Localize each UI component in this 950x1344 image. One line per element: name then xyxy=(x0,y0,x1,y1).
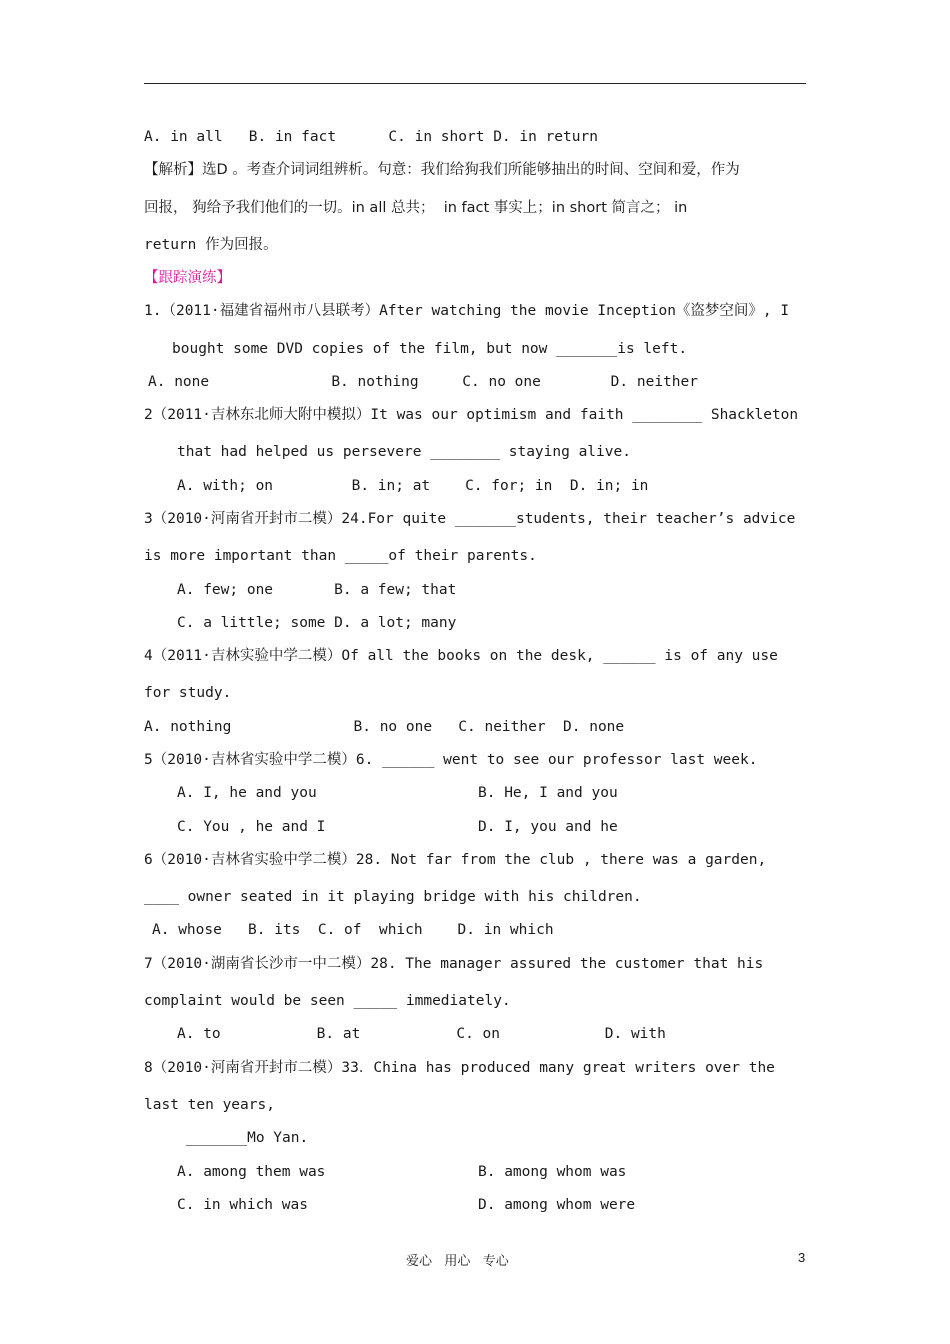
section-heading: 【跟踪演练】 xyxy=(144,270,231,286)
question-6-options: A. whose B. its C. of which D. in which xyxy=(152,922,554,938)
question-6-line-2: ____ owner seated in it playing bridge with his children. xyxy=(144,889,642,905)
question-5-line-1: 5（2010·吉林省实验中学二模）6. ______ went to see our professor last week. xyxy=(144,752,758,768)
question-8-option-a: A. among them was xyxy=(177,1164,326,1180)
question-1-line-2: bought some DVD copies of the film, but now _______is left. xyxy=(172,341,688,357)
analysis-line-1: 【解析】选D 。考查介词词组辨析。句意：我们给狗我们所能够抽出的时间、空间和爱，作为 xyxy=(144,162,740,178)
header-rule xyxy=(144,83,806,84)
question-8-option-d: D. among whom were xyxy=(478,1197,636,1213)
question-2-line-2: that had helped us persevere ________ staying alive. xyxy=(177,444,631,460)
question-3-options-ab: A. few; one B. a few; that xyxy=(177,582,457,598)
page-number: 3 xyxy=(798,1250,806,1265)
question-2-options: A. with; on B. in; at C. for; in D. in; in xyxy=(177,478,649,494)
page-footer: 爱心 用心 专心 xyxy=(406,1254,509,1269)
question-7-line-1: 7（2010·湖南省长沙市一中二模）28. The manager assured the customer that his xyxy=(144,956,764,972)
question-5-option-a: A. I, he and you xyxy=(177,785,317,801)
analysis-line-3: return 作为回报。 xyxy=(144,237,278,253)
question-3-line-2: is more important than _____of their parents. xyxy=(144,548,537,564)
question-6-line-1: 6（2010·吉林省实验中学二模）28. Not far from the club , there was a garden, xyxy=(144,852,767,868)
analysis-line-2: 回报， 狗给予我们他们的一切。in all 总共； in fact 事实上；in short 简言之； in xyxy=(144,200,688,216)
question-8-line-2: last ten years, xyxy=(144,1097,275,1113)
question-8-line-3: _______Mo Yan. xyxy=(186,1130,309,1146)
question-7-options: A. to B. at C. on D. with xyxy=(177,1026,666,1042)
question-7-line-2: complaint would be seen _____ immediately. xyxy=(144,993,511,1009)
question-1-line-1: 1.（2011·福建省福州市八县联考）After watching the movie Inception《盗梦空间》, I xyxy=(144,303,790,319)
question-5-option-b: B. He, I and you xyxy=(478,785,618,801)
question-3-line-1: 3（2010·河南省开封市二模）24.For quite _______students, their teacher’s advice xyxy=(144,511,796,527)
question-2-line-1: 2（2011·吉林东北师大附中模拟）It was our optimism and faith ________ Shackleton xyxy=(144,407,799,423)
question-5-option-c: C. You , he and I xyxy=(177,819,326,835)
question-8-option-b: B. among whom was xyxy=(478,1164,627,1180)
question-8-line-1: 8（2010·河南省开封市二模）33．China has produced many great writers over the xyxy=(144,1060,775,1076)
question-3-options-cd: C. a little; some D. a lot; many xyxy=(177,615,457,631)
question-1-options: A. none B. nothing C. no one D. neither xyxy=(148,374,698,390)
question-8-option-c: C. in which was xyxy=(177,1197,308,1213)
question-5-option-d: D. I, you and he xyxy=(478,819,618,835)
answer-options-line: A. in all B. in fact C. in short D. in return xyxy=(144,129,598,145)
question-4-line-2: for study. xyxy=(144,685,232,701)
question-4-options: A. nothing B. no one C. neither D. none xyxy=(144,719,625,735)
question-4-line-1: 4（2011·吉林实验中学二模）Of all the books on the desk, ______ is of any use xyxy=(144,648,778,664)
